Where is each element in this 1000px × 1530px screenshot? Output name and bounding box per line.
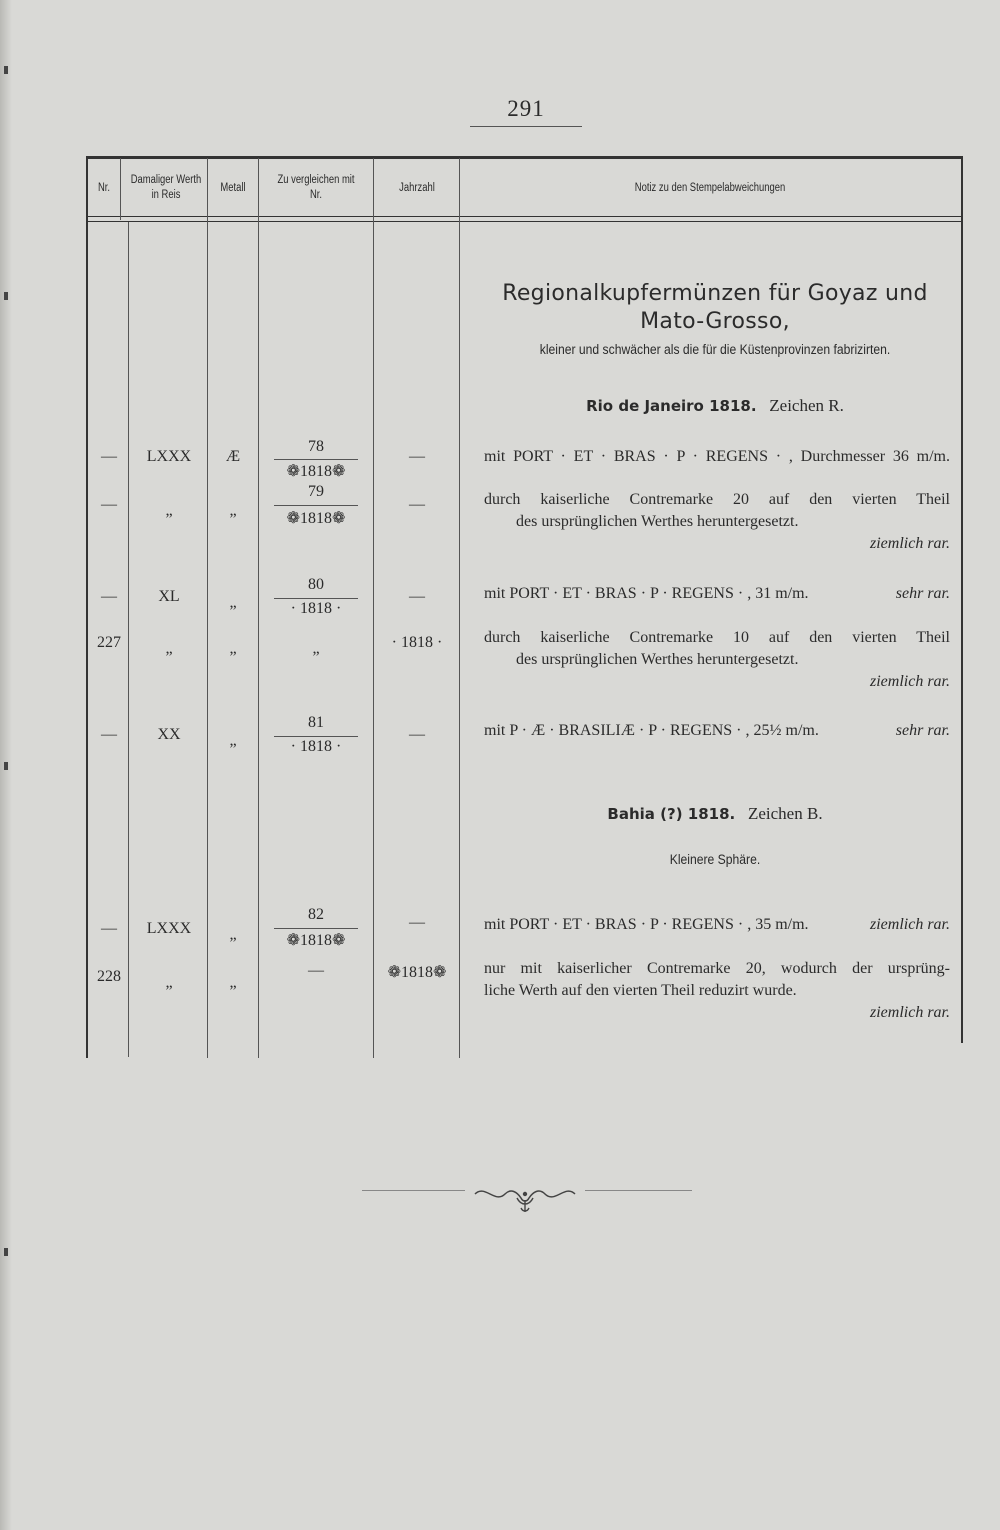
cell-nr: — [101,588,117,605]
cell-werth: LXXX [146,920,192,937]
section-note: Kleinere Sphäre. [669,852,761,867]
margin-mark [4,66,8,74]
cell-jahr: — [409,726,425,743]
cell-vgl-bottom: · 1818 · [290,738,342,755]
notiz-line: durch kaiserliche Contremarke 10 auf den vierten Theil [484,629,950,646]
notiz-rarity: sehr rar. [895,722,950,739]
cell-vgl-top: 80 [308,576,324,593]
notiz-line: nur mit kaiserlicher Contremarke 20, wodurch der ursprüng- [484,960,950,977]
page-number: 291 [507,96,545,121]
cell-notiz [484,489,950,555]
cell-metall: „ [229,594,237,611]
cell-werth: „ [165,974,173,991]
fraction-line [274,459,358,460]
cell-nr: 228 [97,968,121,985]
cell-nr: — [101,448,117,465]
header-rule [86,216,963,217]
section-bahia [470,804,960,824]
notiz-line: liche Werth auf den vierten Theil reduzirt wurde. [484,982,797,999]
notiz-line: des ursprünglichen Werthes heruntergesetzt. [516,513,799,530]
cell-notiz [484,914,950,936]
cell-vgl-top: 79 [308,483,324,500]
cell-werth: XX [157,726,181,743]
cell-metall: „ [229,640,237,657]
header-vergleichen: Zu vergleichen mit Nr. [277,174,355,201]
cell-nr: — [101,726,117,743]
cell-werth: LXXX [146,448,192,465]
cell-notiz [484,720,950,742]
cell-vgl: — [308,962,324,979]
cell-metall: Æ [225,448,241,465]
cell-jahr: — [409,914,425,931]
header-notiz: Notiz zu den Stempelabweichungen [634,181,786,194]
notiz-line: mit P · Æ · BRASILIÆ · P · REGENS · , 25½ m/m. [484,722,819,739]
right-rule [961,158,963,1043]
cell-jahr: — [409,588,425,605]
header-metall: Metall [220,181,246,194]
notiz-rarity: sehr rar. [895,585,950,602]
fraction-line [274,928,358,929]
cell-vgl-bottom: ❁1818❁ [286,932,346,949]
cell-notiz [484,958,950,1024]
cell-vgl-bottom: ❁1818❁ [286,463,346,480]
section-sign: Zeichen R. [769,396,844,415]
cell-notiz [484,446,950,468]
notiz-line: mit PORT · ET · BRAS · P · REGENS · , 35 m/m. [484,916,809,933]
fraction-line [274,505,358,506]
section-rio [470,396,960,416]
fraction-line [274,598,358,599]
margin-mark [4,762,8,770]
cell-metall: „ [229,926,237,943]
cell-notiz [484,583,950,605]
notiz-rarity: ziemlich rar. [870,535,950,552]
notiz-line: mit PORT · ET · BRAS · P · REGENS · , Durchmesser 36 m/m. [484,448,950,465]
cell-vgl-top: 82 [308,906,324,923]
cell-werth: „ [165,640,173,657]
cell-nr: — [101,496,117,513]
fraction-line [274,736,358,737]
cell-jahr: ❁1818❁ [387,964,447,981]
cell-metall: „ [229,502,237,519]
cell-nr: — [101,920,117,937]
cell-metall: „ [229,732,237,749]
top-rule [86,156,963,159]
notiz-line: durch kaiserliche Contremarke 20 auf den vierten Theil [484,491,950,508]
notiz-rarity: ziemlich rar. [870,1004,950,1021]
margin-mark [4,1248,8,1256]
margin-mark [4,292,8,300]
header-nr: Nr. [97,181,111,194]
cell-werth: XL [158,588,180,605]
cell-vgl: „ [312,640,320,657]
section-title: Regionalkupfermünzen für Goyaz und [502,281,928,306]
notiz-line: mit PORT · ET · BRAS · P · REGENS · , 31 m/m. [484,585,809,602]
cell-jahr: · 1818 · [391,634,443,651]
page-number-rule [470,126,582,127]
cell-vgl-top: 81 [308,714,324,731]
section-subtitle: kleiner und schwächer als die für die Küstenprovinzen fabrizirten. [539,342,891,357]
section-sign: Zeichen B. [747,804,823,823]
header-rule [86,221,963,222]
cell-vgl-bottom: · 1818 · [290,600,342,617]
cell-vgl-bottom: ❁1818❁ [286,510,346,527]
cell-notiz [484,627,950,693]
header-werth: Damaliger Werth in Reis [130,174,202,201]
ornament-icon [465,1180,585,1224]
col-rule [120,158,121,220]
cell-vgl-top: 78 [308,438,324,455]
cell-metall: „ [229,974,237,991]
cell-jahr: — [409,496,425,513]
cell-werth: „ [165,502,173,519]
cell-nr: 227 [97,634,121,651]
notiz-line: des ursprünglichen Werthes heruntergesetzt. [516,651,799,668]
section-title-2: Mato-Grosso, [640,309,790,334]
section-place: Rio de Janeiro 1818. [586,397,757,415]
header-jahrzahl: Jahrzahl [399,181,435,194]
notiz-rarity: ziemlich rar. [870,673,950,690]
section-place: Bahia (?) 1818. [607,805,736,823]
cell-jahr: — [409,448,425,465]
notiz-rarity: ziemlich rar. [870,916,950,933]
